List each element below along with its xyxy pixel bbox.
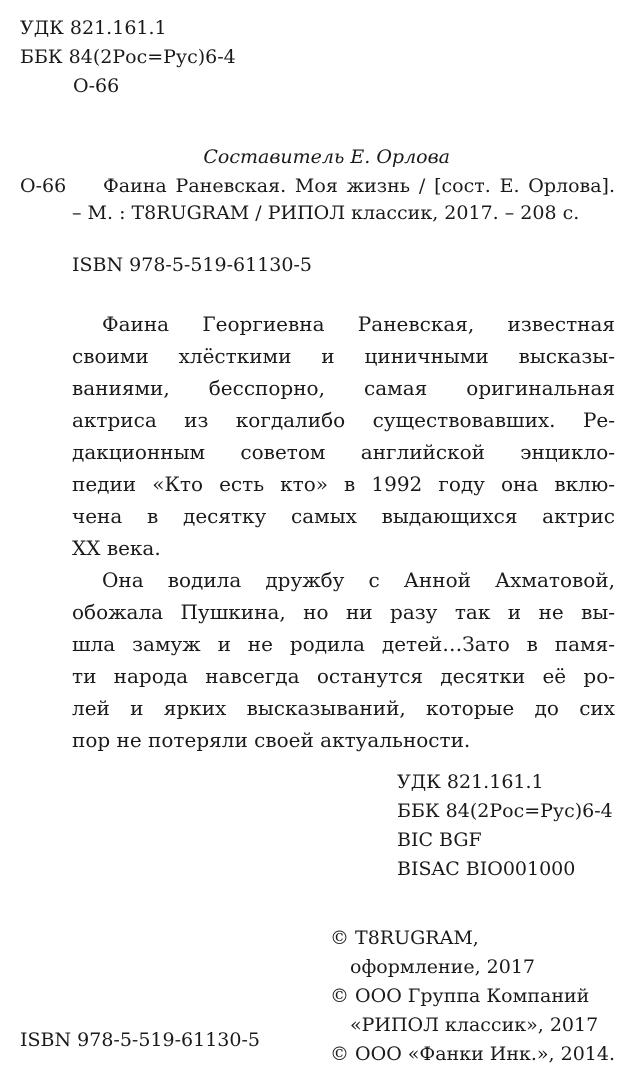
copyright-line: © T8RUGRAM,	[330, 927, 479, 949]
bbk-code-2: ББК 84(2Рос=Рус)6-4	[397, 800, 613, 822]
annotation-line: Она водила дружбу с Анной Ахматовой,	[102, 568, 615, 592]
annotation-line: лей и ярких высказываний, которые до сих	[72, 696, 615, 720]
annotation-line: актриса из когдалибо существовавших. Ре-	[72, 408, 615, 432]
catalog-author-mark: О-66	[20, 175, 67, 197]
copyright-line: © ООО «Фанки Инк.», 2014.	[330, 1043, 616, 1065]
copyright-line: «РИПОЛ классик», 2017	[350, 1014, 599, 1036]
annotation-line: шла замуж и не родила детей…Зато в памя-	[72, 632, 615, 656]
catalog-title-line: Фаина Раневская. Моя жизнь / [сост. Е. Орлова].	[103, 175, 615, 197]
copyright-block	[330, 924, 615, 1069]
annotation-line: ти народа навсегда останутся десятки её ро-	[72, 664, 615, 688]
isbn-bottom: ISBN 978-5-519-61130-5	[20, 1029, 260, 1051]
classification-codes	[20, 14, 236, 101]
annotation-line: пор не потеряли своей актуальности.	[72, 728, 471, 752]
isbn-top: ISBN 978-5-519-61130-5	[72, 254, 312, 276]
author-mark: О-66	[73, 75, 120, 97]
annotation-line: Фаина Георгиевна Раневская, известная	[102, 312, 615, 336]
annotation-line: XX века.	[72, 536, 161, 560]
bbk-code: ББК 84(2Рос=Рус)6-4	[20, 46, 236, 68]
annotation-line: чена в десятку самых выдающихся актрис	[72, 504, 615, 528]
compiler-credit: Составитель Е. Орлова	[203, 146, 450, 168]
annotation-line: обожала Пушкина, но ни разу так и не вы-	[72, 600, 615, 624]
catalog-publisher-line: – М. : T8RUGRAM / РИПОЛ классик, 2017. – 208 с.	[72, 202, 580, 224]
annotation-line: своими хлёсткими и циничными высказы-	[72, 344, 615, 368]
subject-codes	[397, 768, 613, 884]
annotation-line: дакционным советом английской энцикло-	[72, 440, 615, 464]
copyright-line: оформление, 2017	[350, 956, 536, 978]
annotation	[72, 308, 615, 756]
bisac-code: BISAC BIO001000	[397, 858, 576, 880]
annotation-line: ваниями, бесспорно, самая оригинальная	[72, 376, 615, 400]
udk-code-2: УДК 821.161.1	[397, 771, 544, 793]
udk-code: УДК 821.161.1	[20, 17, 167, 39]
annotation-line: педии «Кто есть кто» в 1992 году она вклю-	[72, 472, 615, 496]
copyright-line: © ООО Группа Компаний	[330, 985, 590, 1007]
bic-code: BIC BGF	[397, 829, 482, 851]
